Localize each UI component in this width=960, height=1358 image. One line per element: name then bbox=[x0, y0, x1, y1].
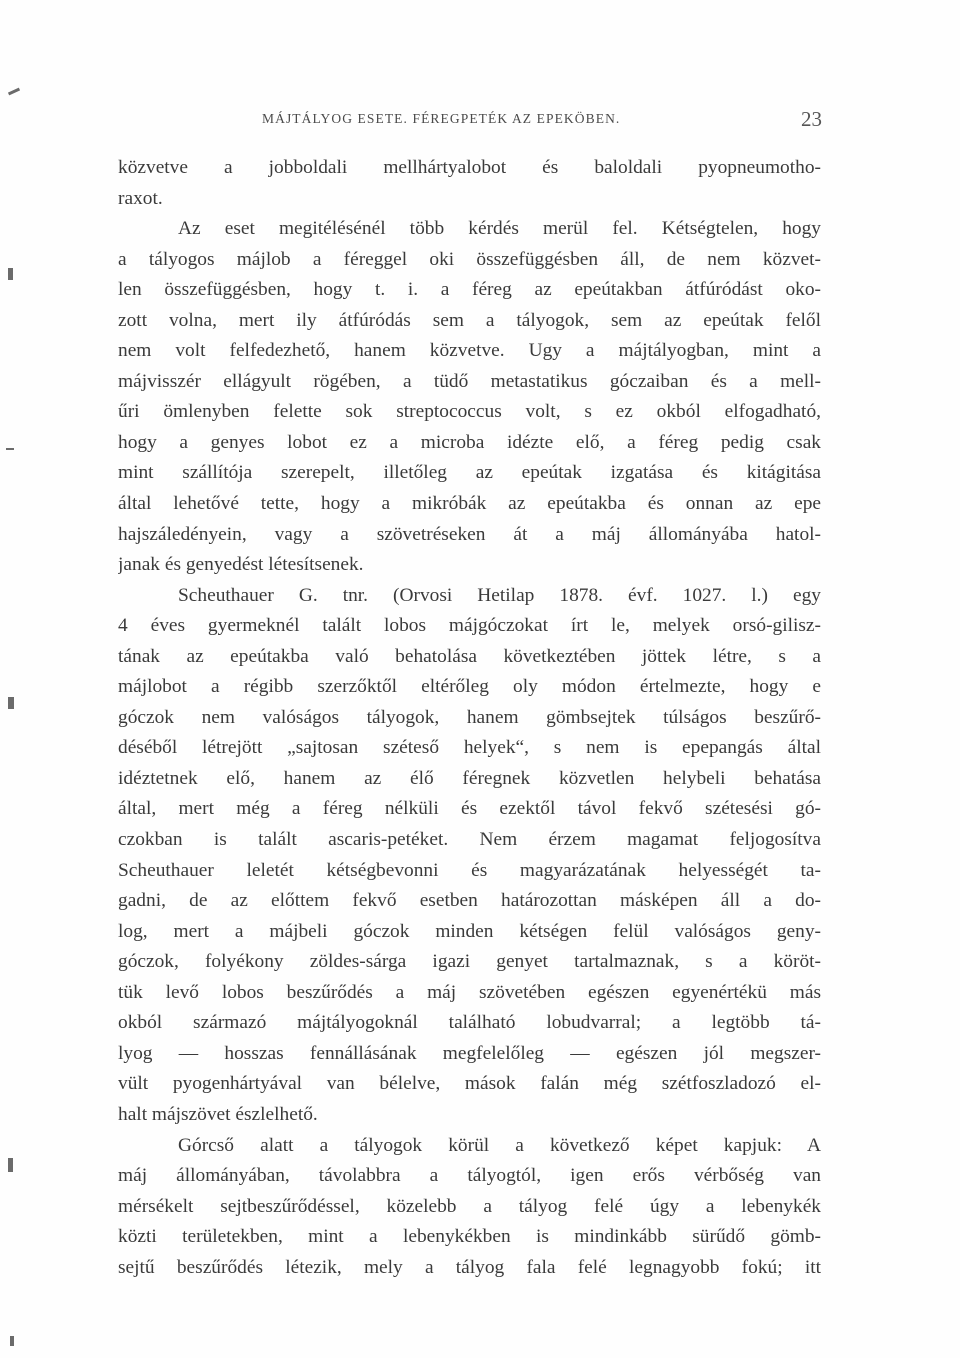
text-line: űri ömlenyben felette sok streptococcus volt, s ez okból elfogadható, bbox=[118, 401, 821, 423]
text-line: májlobot a régibb szerzőktől eltérőleg oly módon értelmezte, hogy e bbox=[118, 676, 821, 698]
body-text bbox=[118, 153, 821, 1283]
text-line: okból származó májtályogoknál található lobudvarral; a legtöbb tá- bbox=[118, 1012, 821, 1034]
running-header bbox=[262, 107, 822, 131]
scan-gutter-mark bbox=[8, 1158, 13, 1172]
text-line: által, mert még a féreg nélküli és ezektől távol fekvő szétesési gó- bbox=[118, 798, 821, 820]
text-line: mérsékelt sejtbeszűrődéssel, közelebb a tályog felé úgy a lebenykék bbox=[118, 1195, 821, 1217]
text-line: mint szállítója szerepelt, illetőleg az epeútak izgatása és kitágitása bbox=[118, 462, 821, 484]
text-line: vült pyogenhártyával van bélelve, mások falán még szétfoszladozó el- bbox=[118, 1073, 821, 1095]
text-line: hajszáledényein, vagy a szövetréseken át a máj állományába hatol- bbox=[118, 523, 821, 545]
text-line: Scheuthauer leletét kétségbevonni és magyarázatának helyességét ta- bbox=[118, 859, 821, 881]
text-line: déséből létrejött „sajtosan széteső helyek“, s nem is epepangás által bbox=[118, 737, 821, 759]
text-line: Scheuthauer G. tnr. (Orvosi Hetilap 1878. évf. 1027. l.) egy bbox=[178, 584, 821, 606]
text-line: máj állományában, távolabbra a tályogtól, igen erős vérbőség van bbox=[118, 1165, 821, 1187]
running-title: MÁJTÁLYOG ESETE. FÉREGPETÉK AZ EPEKÖBEN. bbox=[262, 111, 621, 126]
text-line: janak és genyedést létesítsenek. bbox=[118, 554, 364, 576]
scan-gutter-mark bbox=[8, 268, 13, 280]
text-line: hogy a genyes lobot ez a microba idézte elő, a féreg pedig csak bbox=[118, 431, 821, 453]
text-line: tának az epeútakba való behatolása következtében jöttek létre, s a bbox=[118, 645, 821, 667]
text-line: Górcső alatt a tályogok körül a következő képet kapjuk: A bbox=[178, 1134, 821, 1156]
text-line: májvisszér ellágyult rögében, a tüdő metastatikus góczaiban és a mell- bbox=[118, 370, 821, 392]
text-line: lyog — hosszas fennállásának megfelelőleg — egészen jól megszer- bbox=[118, 1042, 821, 1064]
text-line: len összefüggésben, hogy t. i. a féreg az epeútakban átfúródást oko- bbox=[118, 279, 821, 301]
text-line: halt májszövet észlelhető. bbox=[118, 1103, 318, 1125]
scan-gutter-mark bbox=[6, 448, 14, 450]
text-line: a tályogos májlob a féreggel oki összefüggésben áll, de nem közvet- bbox=[118, 248, 821, 270]
scan-gutter-mark bbox=[10, 1336, 14, 1346]
text-line: 4 éves gyermeknél talált lobos májgóczokat írt le, melyek orsó-gilisz- bbox=[118, 615, 821, 637]
text-line: sejtű beszűrődés létezik, mely a tályog fala felé legnagyobb fokú; itt bbox=[118, 1256, 821, 1278]
text-line: közti területekben, mint a lebenykékben is mindinkább sürűdő gömb- bbox=[118, 1226, 821, 1248]
text-line: idéztetnek elő, hanem az élő féregnek közvetlen helybeli behatása bbox=[118, 767, 821, 789]
scan-gutter-mark bbox=[8, 88, 20, 96]
text-line: közvetve a jobboldali mellhártyalobot és baloldali pyopneumotho- bbox=[118, 157, 821, 178]
text-line: zott volna, mert ily átfúródás sem a tályogok, sem az epeútak felől bbox=[118, 309, 821, 331]
page-number: 23 bbox=[801, 107, 822, 131]
text-line: czokban is talált ascaris-petéket. Nem érzem magamat feljogosítva bbox=[118, 829, 821, 851]
text-line: által lehetővé tette, hogy a mikróbák az epeútakba és onnan az epe bbox=[118, 493, 821, 515]
text-line: Az eset megitélésénél több kérdés merül fel. Kétségtelen, hogy bbox=[178, 218, 821, 240]
scan-gutter-mark bbox=[8, 697, 14, 709]
text-line: nem volt felfedezhető, hanem közvetve. Ugy a májtályogban, mint a bbox=[118, 340, 821, 362]
text-line: tük levő lobos beszűrődés a máj szövetében egészen egyenértékü más bbox=[118, 981, 821, 1003]
text-line: raxot. bbox=[118, 187, 163, 209]
text-line: góczok, folyékony zöldes-sárga igazi genyet tartalmaznak, s a köröt- bbox=[118, 951, 821, 973]
text-line: gadni, de az előttem fekvő esetben határozottan másképen áll a do- bbox=[118, 890, 821, 912]
text-line: góczok nem valóságos tályogok, hanem gömbsejtek túlságos beszűrő- bbox=[118, 706, 821, 728]
text-line: log, mert a májbeli góczok minden kétségen felül valóságos geny- bbox=[118, 920, 821, 942]
